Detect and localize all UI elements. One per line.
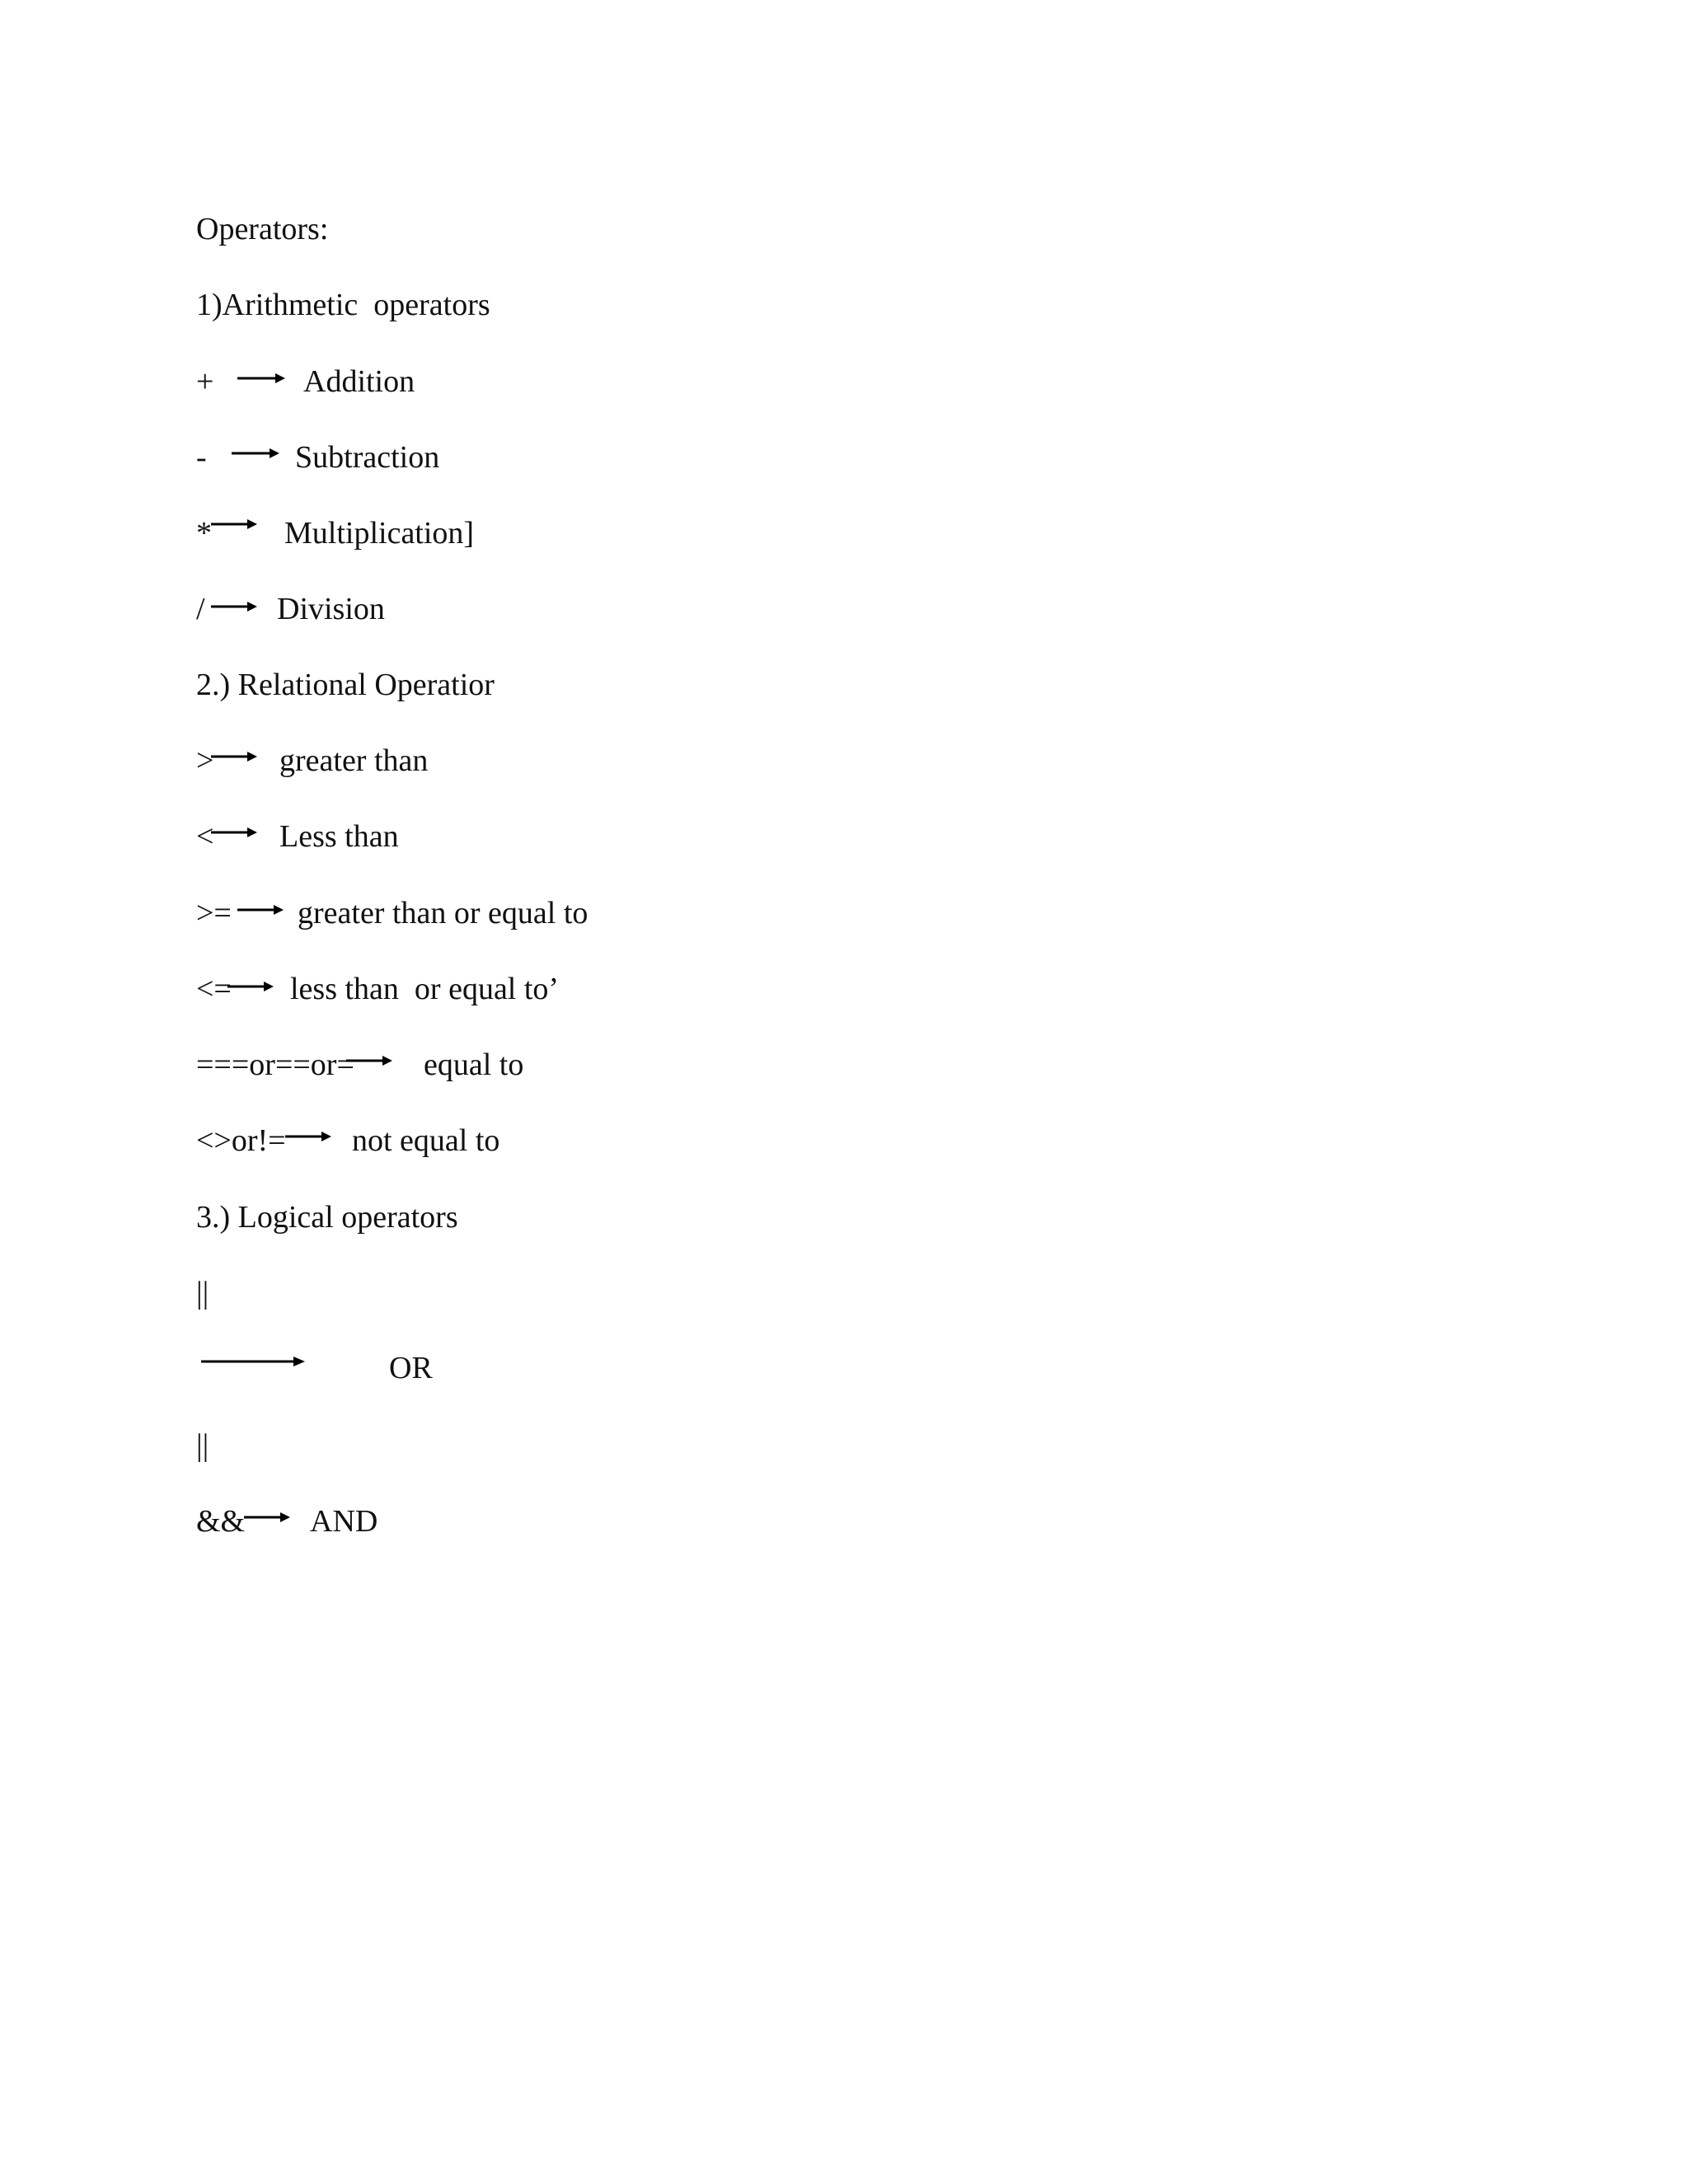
operator-symbol: > [196,743,214,778]
operator-symbol: ===or==or= [196,1047,354,1082]
operator-meaning: Subtraction [295,440,440,475]
arrow-icon [346,1055,392,1066]
operator-meaning: not equal to [352,1123,500,1158]
arrow-icon [285,1131,331,1142]
arrow-icon [211,751,257,762]
operator-meaning: less than or equal to’ [290,972,560,1006]
arrow-icon [211,601,257,612]
operator-symbol: <= [196,972,232,1006]
operator-symbol: <>or!= [196,1123,286,1158]
operator-symbol: < [196,819,214,854]
or-bar-bottom: || [196,1428,209,1463]
arrow-icon [237,904,284,916]
relational-title: 2.) Relational Operatior [196,668,495,702]
arithmetic-title: 1)Arithmetic operators [196,288,490,322]
arrow-icon [201,1356,305,1367]
operator-meaning: greater than [279,743,429,778]
arrow-icon [211,827,257,838]
operator-meaning: equal to [424,1047,524,1082]
logical-title: 3.) Logical operators [196,1200,458,1235]
arrow-icon [232,448,279,459]
operator-symbol: && [196,1504,246,1539]
arrow-icon [211,518,257,530]
or-bar-top: || [196,1276,209,1310]
or-meaning: OR [389,1351,433,1385]
operator-meaning: Multiplication] [284,516,475,551]
arrow-icon [244,1511,290,1523]
operator-meaning: Addition [303,364,415,399]
arrow-icon [237,373,285,384]
operator-symbol: - [196,440,207,475]
operator-symbol: * [196,516,212,551]
operator-meaning: AND [310,1504,378,1539]
operator-meaning: greater than or equal to [298,896,588,930]
operator-symbol: + [196,364,214,399]
operator-symbol: >= [196,896,232,930]
operator-meaning: Division [277,592,385,626]
operator-meaning: Less than [279,819,399,854]
page-heading: Operators: [196,212,329,246]
arrow-icon [227,981,274,992]
operator-symbol: / [196,592,205,626]
